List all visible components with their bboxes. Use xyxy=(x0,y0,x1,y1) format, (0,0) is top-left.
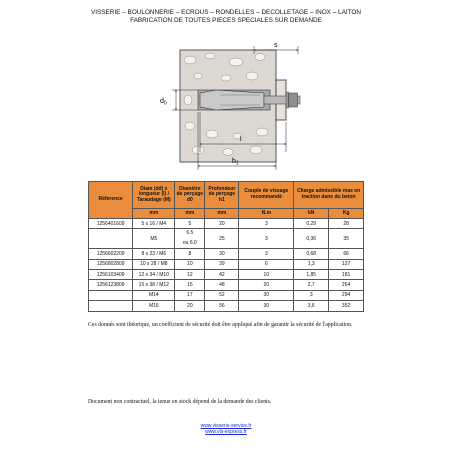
cell-d0: 6.5 ou 6.0 xyxy=(175,229,205,249)
header-line-2: FABRICATION DE TOUTES PIECES SPECIALES SUR DEMANDE xyxy=(130,17,322,24)
cell-kn: 0,29 xyxy=(294,219,329,229)
label-d0: $d_0$ xyxy=(160,98,167,107)
cell-torque: 3 xyxy=(239,229,294,249)
nut xyxy=(289,93,298,107)
col-load: Charge admissible max en traction dans du beton xyxy=(294,182,364,209)
cell-ref: 1256401609 xyxy=(89,219,133,229)
washer xyxy=(286,92,289,108)
cell-diam: 8 x 23 / M6 xyxy=(133,249,175,259)
label-s: s xyxy=(274,42,278,49)
table-header-row xyxy=(89,182,364,209)
cell-ref xyxy=(89,290,133,300)
unit-kg: Kg xyxy=(329,209,364,219)
cell-ref: 1256103409 xyxy=(89,269,133,279)
cell-d0: 17 xyxy=(175,290,205,300)
cell-kn: 1,85 xyxy=(294,269,329,279)
cell-d0: 5 xyxy=(175,219,205,229)
table-row xyxy=(89,229,364,249)
disclaimer: Document non contractuel, la tenue en stock dépend de la demande des clients. xyxy=(88,399,272,405)
table-row xyxy=(89,280,364,290)
cell-kn: 0,68 xyxy=(294,249,329,259)
cell-h1: 56 xyxy=(205,301,239,311)
table-row xyxy=(89,290,364,300)
col-drill-depth: Profondeur de perçage h1 xyxy=(205,182,239,209)
cell-kg: 181 xyxy=(329,269,364,279)
cell-h1: 30 xyxy=(205,249,239,259)
col-diameter-length: Diam (dd) x longueur (l) / Taraudage (M) xyxy=(133,182,175,209)
cell-ref xyxy=(89,229,133,249)
cell-kg: 294 xyxy=(329,290,364,300)
unit-h1: mm xyxy=(205,209,239,219)
cell-torque: 3 xyxy=(239,219,294,229)
cell-diam: 15 x 38 / M12 xyxy=(133,280,175,290)
cell-torque: 10 xyxy=(239,269,294,279)
cell-torque: 3 xyxy=(239,249,294,259)
cell-h1: 48 xyxy=(205,280,239,290)
cell-ref: 1256802809 xyxy=(89,259,133,269)
cell-d0: 8 xyxy=(175,249,205,259)
unit-kn: kN xyxy=(294,209,329,219)
anchor-diagram xyxy=(128,40,328,175)
table-row xyxy=(89,301,364,311)
cell-kg: 264 xyxy=(329,280,364,290)
table-row xyxy=(89,269,364,279)
cell-kn: 1,3 xyxy=(294,259,329,269)
col-torque: Couple de vissage recommandé xyxy=(239,182,294,209)
cell-torque: 30 xyxy=(239,290,294,300)
website-link-1[interactable]: www.visserie-service.fr xyxy=(200,423,252,429)
cell-h1: 52 xyxy=(205,290,239,300)
anchor-body xyxy=(200,90,264,110)
specifications-table xyxy=(88,181,364,312)
label-h1: $h_1$ xyxy=(232,158,239,167)
cell-h1: 20 xyxy=(205,219,239,229)
cell-kg: 66 xyxy=(329,249,364,259)
cell-diam: M14 xyxy=(133,290,175,300)
cell-kn: 3,6 xyxy=(294,301,329,311)
cell-torque: 30 xyxy=(239,301,294,311)
header-line-1: VISSERIE – BOULONNERIE – ECROUS – RONDELLES – DECOLLETAGE – INOX – LAITON xyxy=(90,9,362,16)
table-row xyxy=(89,249,364,259)
table-row xyxy=(89,259,364,269)
unit-d0: mm xyxy=(175,209,205,219)
cell-diam: 12 x 34 / M10 xyxy=(133,269,175,279)
cell-kg: 35 xyxy=(329,229,364,249)
cell-ref xyxy=(89,301,133,311)
cell-torque: 20 xyxy=(239,280,294,290)
cell-ref: 1256123809 xyxy=(89,280,133,290)
table-row xyxy=(89,219,364,229)
cell-kg: 28 xyxy=(329,219,364,229)
cell-h1: 25 xyxy=(205,229,239,249)
safety-note: Ces donnés sont théorique, un coefficient de sécurité doit être appliqué afin de garantir la sécurité de l'application. xyxy=(88,322,353,328)
col-reference: Réference xyxy=(89,182,133,219)
cell-ref: 1256602209 xyxy=(89,249,133,259)
cell-diam: 5 x 16 / M4 xyxy=(133,219,175,229)
cell-d0: 15 xyxy=(175,280,205,290)
cell-d0: 20 xyxy=(175,301,205,311)
label-l: l xyxy=(240,136,242,143)
cell-diam: 10 x 28 / M8 xyxy=(133,259,175,269)
website-link-2[interactable]: www.vis-express.fr xyxy=(205,429,247,435)
cell-d0: 12 xyxy=(175,269,205,279)
cell-kg: 127 xyxy=(329,259,364,269)
unit-diam: mm xyxy=(133,209,175,219)
cell-kg: 352 xyxy=(329,301,364,311)
cell-kn: 2,7 xyxy=(294,280,329,290)
cell-diam: M16 xyxy=(133,301,175,311)
col-drill-diameter: Diamètre de perçage d0 xyxy=(175,182,205,209)
unit-torque: N.m xyxy=(239,209,294,219)
cell-h1: 39 xyxy=(205,259,239,269)
cell-h1: 42 xyxy=(205,269,239,279)
cell-d0: 10 xyxy=(175,259,205,269)
cell-kn: 0,36 xyxy=(294,229,329,249)
cell-kn: 3 xyxy=(294,290,329,300)
cell-torque: 6 xyxy=(239,259,294,269)
cell-diam: M5 xyxy=(133,229,175,249)
